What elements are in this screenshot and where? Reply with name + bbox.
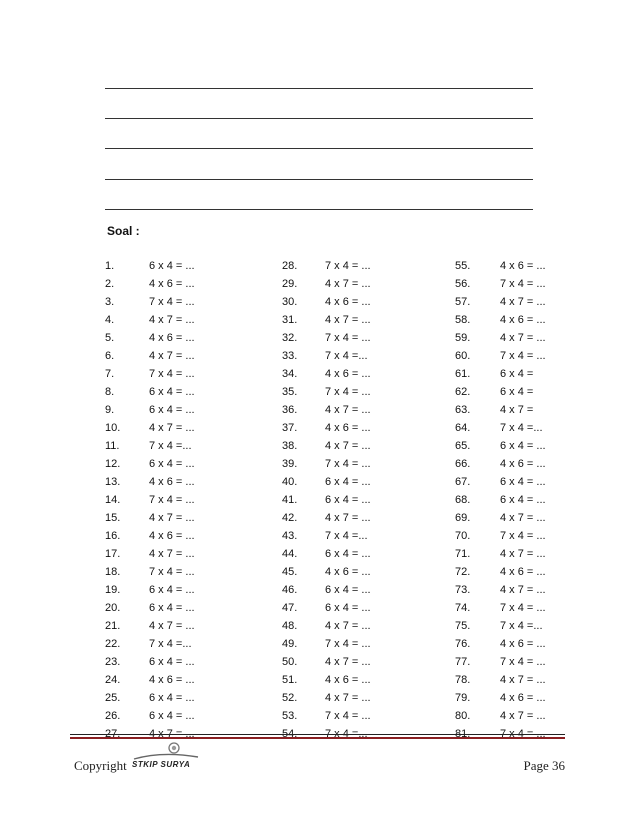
question-number: 56. [455, 278, 471, 290]
question-number: 69. [455, 512, 471, 524]
question-row [282, 527, 382, 545]
question-row [282, 275, 382, 293]
question-row [105, 563, 205, 581]
question-expression: 4 x 6 = ... [500, 692, 546, 704]
question-row [105, 419, 205, 437]
writing-line-4 [105, 179, 533, 181]
question-expression: 7 x 4 = ... [325, 458, 371, 470]
question-row [105, 545, 205, 563]
question-number: 13. [105, 476, 121, 488]
question-expression: 4 x 7 = ... [500, 584, 546, 596]
question-number: 45. [282, 566, 298, 578]
page-number: Page 36 [523, 758, 565, 773]
question-number: 20. [105, 602, 121, 614]
question-number: 53. [282, 710, 298, 722]
question-row [455, 437, 555, 455]
question-expression: 6 x 4 = ... [500, 494, 546, 506]
question-number: 70. [455, 530, 471, 542]
question-expression: 4 x 7 = ... [500, 710, 546, 722]
question-row [282, 293, 382, 311]
question-expression: 6 x 4 = ... [149, 584, 195, 596]
question-row [455, 491, 555, 509]
question-row [455, 563, 555, 581]
question-number: 3. [105, 296, 115, 308]
question-number: 38. [282, 440, 298, 452]
question-expression: 7 x 4 = ... [500, 278, 546, 290]
question-expression: 4 x 7 = [500, 404, 534, 416]
question-row [282, 455, 382, 473]
question-row [105, 293, 205, 311]
question-number: 26. [105, 710, 121, 722]
question-number: 35. [282, 386, 298, 398]
question-row [282, 509, 382, 527]
logo-text: STKIP SURYA [132, 760, 191, 769]
question-row [105, 671, 205, 689]
question-row [282, 401, 382, 419]
question-expression: 4 x 7 = ... [500, 332, 546, 344]
question-expression: 4 x 7 = ... [325, 512, 371, 524]
question-column-1 [105, 257, 205, 743]
question-number: 65. [455, 440, 471, 452]
question-number: 15. [105, 512, 121, 524]
question-row [282, 491, 382, 509]
stkip-surya-logo [132, 742, 202, 776]
question-row [105, 509, 205, 527]
question-number: 75. [455, 620, 471, 632]
question-number: 30. [282, 296, 298, 308]
question-number: 9. [105, 404, 115, 416]
question-row [282, 671, 382, 689]
question-expression: 4 x 6 = ... [500, 314, 546, 326]
question-row [105, 617, 205, 635]
section-label: Soal : [107, 224, 140, 238]
question-number: 12. [105, 458, 121, 470]
question-expression: 6 x 4 = ... [325, 548, 371, 560]
question-number: 21. [105, 620, 121, 632]
question-row [455, 419, 555, 437]
question-expression: 7 x 4 = ... [149, 566, 195, 578]
question-number: 52. [282, 692, 298, 704]
question-number: 50. [282, 656, 298, 668]
footer-rule-accent [70, 737, 565, 739]
question-row [455, 257, 555, 275]
question-expression: 7 x 4 = ... [325, 260, 371, 272]
question-number: 2. [105, 278, 115, 290]
question-number: 25. [105, 692, 121, 704]
question-row [455, 365, 555, 383]
question-number: 63. [455, 404, 471, 416]
question-expression: 4 x 6 = ... [325, 296, 371, 308]
writing-line-1 [105, 88, 533, 90]
question-number: 23. [105, 656, 121, 668]
question-row [105, 275, 205, 293]
question-expression: 7 x 4 =... [500, 422, 543, 434]
question-number: 6. [105, 350, 115, 362]
question-expression: 4 x 6 = ... [500, 260, 546, 272]
question-expression: 4 x 7 = ... [500, 548, 546, 560]
question-number: 1. [105, 260, 115, 272]
question-number: 80. [455, 710, 471, 722]
question-number: 57. [455, 296, 471, 308]
question-expression: 7 x 4 = ... [500, 602, 546, 614]
question-number: 29. [282, 278, 298, 290]
question-row [455, 707, 555, 725]
question-number: 33. [282, 350, 298, 362]
question-row [105, 401, 205, 419]
question-number: 77. [455, 656, 471, 668]
question-row [105, 599, 205, 617]
question-row [455, 527, 555, 545]
question-row [105, 689, 205, 707]
question-row [455, 473, 555, 491]
question-row [455, 689, 555, 707]
question-row [105, 635, 205, 653]
question-expression: 6 x 4 = ... [325, 494, 371, 506]
question-number: 59. [455, 332, 471, 344]
question-expression: 7 x 4 = ... [149, 296, 195, 308]
question-expression: 6 x 4 = ... [149, 602, 195, 614]
question-expression: 7 x 4 = ... [500, 728, 546, 740]
question-expression: 7 x 4 = ... [149, 368, 195, 380]
question-row [105, 653, 205, 671]
question-row [282, 311, 382, 329]
question-number: 48. [282, 620, 298, 632]
question-row [282, 545, 382, 563]
question-row [105, 437, 205, 455]
question-expression: 4 x 7 = ... [500, 296, 546, 308]
question-expression: 7 x 4 = ... [500, 656, 546, 668]
question-row [455, 275, 555, 293]
question-row [105, 707, 205, 725]
question-row [455, 347, 555, 365]
question-number: 67. [455, 476, 471, 488]
question-expression: 6 x 4 = ... [149, 404, 195, 416]
question-expression: 4 x 6 = ... [325, 368, 371, 380]
question-number: 16. [105, 530, 121, 542]
question-row [455, 635, 555, 653]
question-expression: 4 x 7 = ... [325, 620, 371, 632]
question-number: 17. [105, 548, 121, 560]
question-expression: 6 x 4 = ... [149, 656, 195, 668]
question-row [282, 617, 382, 635]
question-row [455, 293, 555, 311]
question-expression: 4 x 7 = ... [500, 674, 546, 686]
question-number: 34. [282, 368, 298, 380]
question-row [282, 437, 382, 455]
question-row [455, 329, 555, 347]
question-number: 71. [455, 548, 471, 560]
question-row [282, 257, 382, 275]
question-number: 31. [282, 314, 298, 326]
question-expression: 4 x 6 = ... [149, 530, 195, 542]
question-number: 11. [105, 440, 120, 452]
question-number: 61. [455, 368, 471, 380]
question-expression: 4 x 7 = ... [149, 512, 195, 524]
question-expression: 7 x 4 = ... [149, 494, 195, 506]
question-expression: 4 x 7 = ... [149, 620, 195, 632]
question-row [455, 617, 555, 635]
question-number: 60. [455, 350, 471, 362]
question-expression: 4 x 6 = ... [149, 476, 195, 488]
logo-swoosh-icon [132, 742, 202, 762]
question-row [282, 581, 382, 599]
question-column-3 [455, 257, 555, 743]
question-expression: 4 x 7 = ... [500, 512, 546, 524]
question-row [455, 545, 555, 563]
question-expression: 4 x 6 = ... [500, 638, 546, 650]
question-number: 55. [455, 260, 471, 272]
question-expression: 4 x 7 = ... [325, 278, 371, 290]
question-number: 7. [105, 368, 115, 380]
question-expression: 4 x 6 = ... [500, 566, 546, 578]
question-row [105, 383, 205, 401]
question-expression: 4 x 7 = ... [325, 656, 371, 668]
question-expression: 4 x 7 = ... [325, 692, 371, 704]
question-row [105, 257, 205, 275]
question-expression: 7 x 4 =... [325, 350, 368, 362]
question-number: 68. [455, 494, 471, 506]
question-expression: 6 x 4 = ... [325, 602, 371, 614]
question-number: 22. [105, 638, 121, 650]
question-expression: 4 x 6 = ... [325, 674, 371, 686]
question-expression: 7 x 4 = ... [325, 386, 371, 398]
question-row [455, 671, 555, 689]
question-row [105, 365, 205, 383]
question-expression: 4 x 6 = ... [149, 278, 195, 290]
question-expression: 6 x 4 = ... [325, 584, 371, 596]
question-number: 40. [282, 476, 298, 488]
question-row [455, 581, 555, 599]
question-row [105, 329, 205, 347]
question-number: 64. [455, 422, 471, 434]
question-row [282, 707, 382, 725]
question-row [105, 491, 205, 509]
question-number: 46. [282, 584, 298, 596]
question-number: 81. [455, 728, 471, 740]
question-number: 4. [105, 314, 115, 326]
footer-rule-thin [70, 734, 565, 735]
question-row [105, 455, 205, 473]
question-expression: 6 x 4 = ... [149, 692, 195, 704]
question-row [282, 635, 382, 653]
question-number: 32. [282, 332, 298, 344]
question-expression: 7 x 4 =... [325, 728, 368, 740]
question-number: 78. [455, 674, 471, 686]
question-number: 43. [282, 530, 298, 542]
question-expression: 4 x 7 = ... [325, 314, 371, 326]
question-number: 39. [282, 458, 298, 470]
question-row [455, 455, 555, 473]
question-row [105, 473, 205, 491]
question-number: 8. [105, 386, 115, 398]
question-expression: 6 x 4 = [500, 386, 534, 398]
question-number: 24. [105, 674, 121, 686]
question-expression: 7 x 4 =... [325, 530, 368, 542]
question-number: 37. [282, 422, 298, 434]
writing-line-5 [105, 209, 533, 211]
question-expression: 4 x 7 = ... [149, 728, 195, 740]
question-row [105, 527, 205, 545]
question-expression: 4 x 7 = ... [325, 440, 371, 452]
question-row [455, 401, 555, 419]
question-number: 66. [455, 458, 471, 470]
question-expression: 7 x 4 = ... [500, 350, 546, 362]
question-row [455, 509, 555, 527]
question-row [282, 329, 382, 347]
question-row [282, 383, 382, 401]
question-number: 49. [282, 638, 298, 650]
question-number: 10. [105, 422, 121, 434]
question-row [105, 347, 205, 365]
question-row [282, 473, 382, 491]
question-expression: 4 x 7 = ... [149, 314, 195, 326]
question-number: 42. [282, 512, 298, 524]
question-expression: 4 x 6 = ... [500, 458, 546, 470]
question-number: 72. [455, 566, 471, 578]
question-expression: 7 x 4 = ... [325, 710, 371, 722]
question-expression: 7 x 4 = ... [325, 332, 371, 344]
question-number: 41. [282, 494, 298, 506]
question-expression: 7 x 4 =... [149, 440, 192, 452]
question-row [282, 365, 382, 383]
question-row [282, 689, 382, 707]
question-row [282, 347, 382, 365]
question-number: 74. [455, 602, 471, 614]
question-number: 62. [455, 386, 471, 398]
question-number: 28. [282, 260, 298, 272]
question-number: 76. [455, 638, 471, 650]
question-row [282, 563, 382, 581]
question-number: 27. [105, 728, 121, 740]
question-row [455, 311, 555, 329]
writing-line-2 [105, 118, 533, 120]
copyright-text: Copyright [74, 758, 127, 773]
question-expression: 7 x 4 = ... [500, 530, 546, 542]
question-expression: 6 x 4 = ... [325, 476, 371, 488]
question-expression: 6 x 4 = ... [500, 476, 546, 488]
question-expression: 6 x 4 = ... [500, 440, 546, 452]
question-expression: 4 x 7 = ... [149, 548, 195, 560]
question-row [455, 653, 555, 671]
question-number: 54. [282, 728, 298, 740]
question-number: 36. [282, 404, 298, 416]
writing-line-3 [105, 148, 533, 150]
question-number: 58. [455, 314, 471, 326]
question-number: 51. [282, 674, 298, 686]
question-number: 47. [282, 602, 298, 614]
question-row [455, 599, 555, 617]
question-expression: 7 x 4 =... [149, 638, 192, 650]
question-row [105, 581, 205, 599]
question-expression: 4 x 7 = ... [149, 422, 195, 434]
question-expression: 6 x 4 = ... [149, 386, 195, 398]
question-expression: 4 x 6 = ... [325, 566, 371, 578]
question-number: 18. [105, 566, 121, 578]
question-expression: 4 x 7 = ... [325, 404, 371, 416]
question-number: 73. [455, 584, 471, 596]
question-expression: 6 x 4 = ... [149, 710, 195, 722]
question-number: 44. [282, 548, 298, 560]
question-expression: 7 x 4 =... [500, 620, 543, 632]
question-row [105, 311, 205, 329]
question-expression: 4 x 7 = ... [149, 350, 195, 362]
question-number: 19. [105, 584, 121, 596]
question-row [455, 383, 555, 401]
question-column-2 [282, 257, 382, 743]
question-expression: 7 x 4 = ... [325, 638, 371, 650]
question-expression: 6 x 4 = ... [149, 458, 195, 470]
question-row [282, 419, 382, 437]
question-row [282, 599, 382, 617]
question-number: 79. [455, 692, 471, 704]
question-expression: 4 x 6 = ... [325, 422, 371, 434]
question-number: 5. [105, 332, 115, 344]
question-row [282, 653, 382, 671]
question-expression: 6 x 4 = ... [149, 260, 195, 272]
question-expression: 4 x 6 = ... [149, 332, 195, 344]
question-expression: 4 x 6 = ... [149, 674, 195, 686]
question-expression: 6 x 4 = [500, 368, 534, 380]
question-number: 14. [105, 494, 121, 506]
